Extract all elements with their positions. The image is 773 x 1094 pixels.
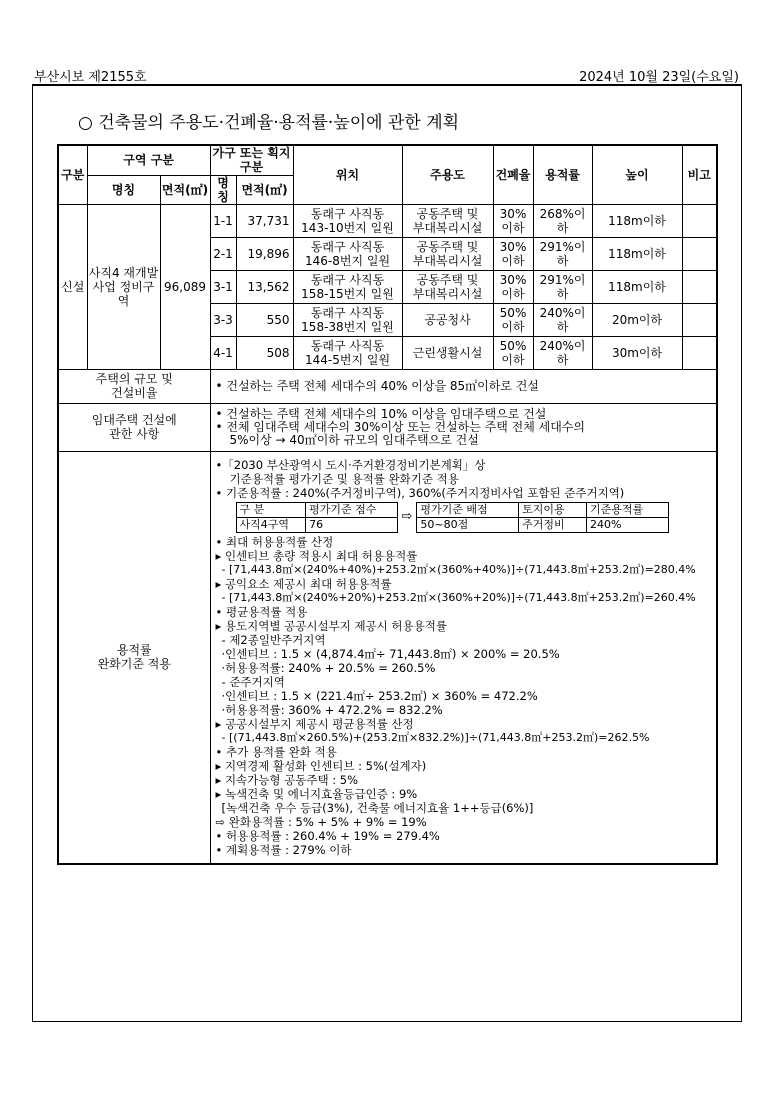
relief-line: • 최대 허용용적률 산정 <box>215 534 334 549</box>
evaluation-score-table: 구 분 평가기준 점수 사직4구역 76 <box>236 502 398 533</box>
relief-line: ·인센티브 : 1.5 × (221.4㎡÷ 253.2㎡) × 360% = 472.2% <box>221 688 538 703</box>
housing-scale-label: 주택의 규모 및 건설비율 <box>58 369 210 403</box>
lot-area: 37,731 <box>236 204 293 237</box>
table-row <box>58 204 717 237</box>
location-cell: 동래구 사직동 143-10번지 일원 <box>293 204 402 237</box>
lot-id: 1-1 <box>210 204 236 237</box>
far-relief-text <box>210 451 717 864</box>
header-gubun: 구분 <box>58 145 87 204</box>
far-relief-row <box>58 451 717 864</box>
relief-line: - [71,443.8㎡×(240%+20%)+253.2㎡×(360%+20%)]÷(71,443.8㎡+253.2㎡)=260.4% <box>221 590 696 604</box>
header-lot: 가구 또는 획지 구분 <box>210 145 293 175</box>
note-cell <box>682 336 717 369</box>
location-cell: 동래구 사직동 144-5번지 일원 <box>293 336 402 369</box>
coverage-cell: 30% 이하 <box>493 204 533 237</box>
note-cell <box>682 303 717 336</box>
lot-id: 2-1 <box>210 237 236 270</box>
relief-line: • 평균용적률 적용 <box>215 604 308 619</box>
base-far-table: 평가기준 배점 토지이용 기준용적률 50~80점 주거정비 240% <box>416 502 669 533</box>
relief-line: ▸ 공익요소 제공시 최대 허용용적률 <box>215 576 392 591</box>
far-relief-label: 용적률 완화기준 적용 <box>58 451 210 864</box>
header-zone: 구역 구분 <box>87 145 210 175</box>
header-coverage: 건폐율 <box>493 145 533 204</box>
relief-line: • 허용용적률 : 260.4% + 19% = 279.4% <box>215 828 440 843</box>
lot-id: 3-1 <box>210 270 236 303</box>
use-cell: 공동주택 및 부대복리시설 <box>402 270 493 303</box>
relief-line: ▸ 인센티브 총량 적용시 최대 허용용적률 <box>215 548 418 563</box>
relief-line: - [(71,443.8㎡×260.5%)+(253.2㎡×832.2%)]÷(71,443.8㎡+253.2㎡)=262.5% <box>221 730 650 744</box>
relief-line: - 제2종일반주거지역 <box>221 632 326 647</box>
header-height: 높이 <box>592 145 682 204</box>
relief-line: - [71,443.8㎡×(240%+40%)+253.2㎡×(360%+40%)]÷(71,443.8㎡+253.2㎡)=280.4% <box>221 562 696 576</box>
relief-line: •「2030 부산광역시 도시·주거환경정비기본계획」상 <box>215 457 486 472</box>
zone-name-cell: 사직4 재개발사업 정비구역 <box>87 204 160 369</box>
header-use: 주용도 <box>402 145 493 204</box>
relief-line: [녹색건축 우수 등급(3%), 건축물 에너지효율 1++등급(6%)] <box>221 800 534 815</box>
header-location: 위치 <box>293 145 402 204</box>
relief-line: ▸ 지속가능형 공동주택 : 5% <box>215 772 359 787</box>
far-cell: 291%이하 <box>533 237 592 270</box>
use-cell: 공공청사 <box>402 303 493 336</box>
use-cell: 공동주택 및 부대복리시설 <box>402 204 493 237</box>
category-cell: 신설 <box>58 204 87 369</box>
relief-line: ▸ 공공시설부지 제공시 평균용적률 산정 <box>215 716 414 731</box>
relief-line: ▸ 지역경제 활성화 인센티브 : 5%(설계자) <box>215 758 427 773</box>
note-cell <box>682 204 717 237</box>
bulletin-date: 2024년 10월 23일(수요일) <box>579 70 739 85</box>
header-far: 용적률 <box>533 145 592 204</box>
note-cell <box>682 237 717 270</box>
far-cell: 291%이하 <box>533 270 592 303</box>
use-cell: 근린생활시설 <box>402 336 493 369</box>
far-cell: 240%이하 <box>533 336 592 369</box>
far-cell: 268%이하 <box>533 204 592 237</box>
relief-line: ▸ 용도지역별 공공시설부지 제공시 허용용적률 <box>215 618 447 633</box>
height-cell: 20m이하 <box>592 303 682 336</box>
coverage-cell: 50% 이하 <box>493 336 533 369</box>
location-cell: 동래구 사직동 158-15번지 일원 <box>293 270 402 303</box>
coverage-cell: 50% 이하 <box>493 303 533 336</box>
relief-line: • 기준용적률 : 240%(주거정비구역), 360%(주거지정비사업 포함된 준주거지역) <box>215 485 625 500</box>
lot-id: 4-1 <box>210 336 236 369</box>
relief-line: ·허용용적률: 240% + 20.5% = 260.5% <box>221 660 436 675</box>
zone-area-cell: 96,089 <box>160 204 210 369</box>
housing-scale-text: • 건설하는 주택 전체 세대수의 40% 이상을 85㎡이하로 건설 <box>210 369 717 403</box>
lot-area: 13,562 <box>236 270 293 303</box>
header-lot-name: 명칭 <box>210 175 236 204</box>
height-cell: 118m이하 <box>592 237 682 270</box>
lot-area: 19,896 <box>236 237 293 270</box>
relief-line: ▸ 녹색건축 및 에너지효율등급인증 : 9% <box>215 786 418 801</box>
relief-line: • 계획용적률 : 279% 이하 <box>215 842 352 857</box>
height-cell: 118m이하 <box>592 204 682 237</box>
coverage-cell: 30% 이하 <box>493 237 533 270</box>
relief-line: ·인센티브 : 1.5 × (4,874.4㎡÷ 71,443.8㎡) × 200% = 20.5% <box>221 646 560 661</box>
header-note: 비고 <box>682 145 717 204</box>
arrow-right-icon: ⇨ <box>401 509 413 524</box>
bulletin-issue: 부산시보 제2155호 <box>34 70 147 85</box>
height-cell: 30m이하 <box>592 336 682 369</box>
coverage-cell: 30% 이하 <box>493 270 533 303</box>
relief-line: ⇨ 완화용적률 : 5% + 5% + 9% = 19% <box>215 814 427 829</box>
note-cell <box>682 270 717 303</box>
header-lot-area: 면적(㎡) <box>236 175 293 204</box>
location-cell: 동래구 사직동 158-38번지 일원 <box>293 303 402 336</box>
relief-line: 기준용적률 평가기준 및 용적률 완화기준 적용 <box>229 471 459 486</box>
relief-line: - 준주거지역 <box>221 674 285 689</box>
rental-label: 임대주택 건설에 관한 사항 <box>58 403 210 451</box>
housing-scale-row <box>58 369 717 403</box>
plan-table <box>57 144 718 865</box>
lot-area: 550 <box>236 303 293 336</box>
use-cell: 공동주택 및 부대복리시설 <box>402 237 493 270</box>
far-cell: 240%이하 <box>533 303 592 336</box>
evaluation-tables <box>236 502 713 533</box>
header-zone-name: 명칭 <box>87 175 160 204</box>
relief-line: • 추가 용적률 완화 적용 <box>215 744 337 759</box>
rental-row <box>58 403 717 451</box>
height-cell: 118m이하 <box>592 270 682 303</box>
header-zone-area: 면적(㎡) <box>160 175 210 204</box>
lot-area: 508 <box>236 336 293 369</box>
location-cell: 동래구 사직동 146-8번지 일원 <box>293 237 402 270</box>
lot-id: 3-3 <box>210 303 236 336</box>
section-title: ○ 건축물의 주용도·건폐율·용적률·높이에 관한 계획 <box>78 113 460 133</box>
relief-line: ·허용용적률: 360% + 472.2% = 832.2% <box>221 702 443 717</box>
rental-text: • 건설하는 주택 전체 세대수의 10% 이상을 임대주택으로 건설 • 전체 임대주택 세대수의 30%이상 또는 건설하는 주택 전체 세대수의 5%이상 → 40㎡이하 규모의 임대주택으로 건설 <box>210 403 717 451</box>
